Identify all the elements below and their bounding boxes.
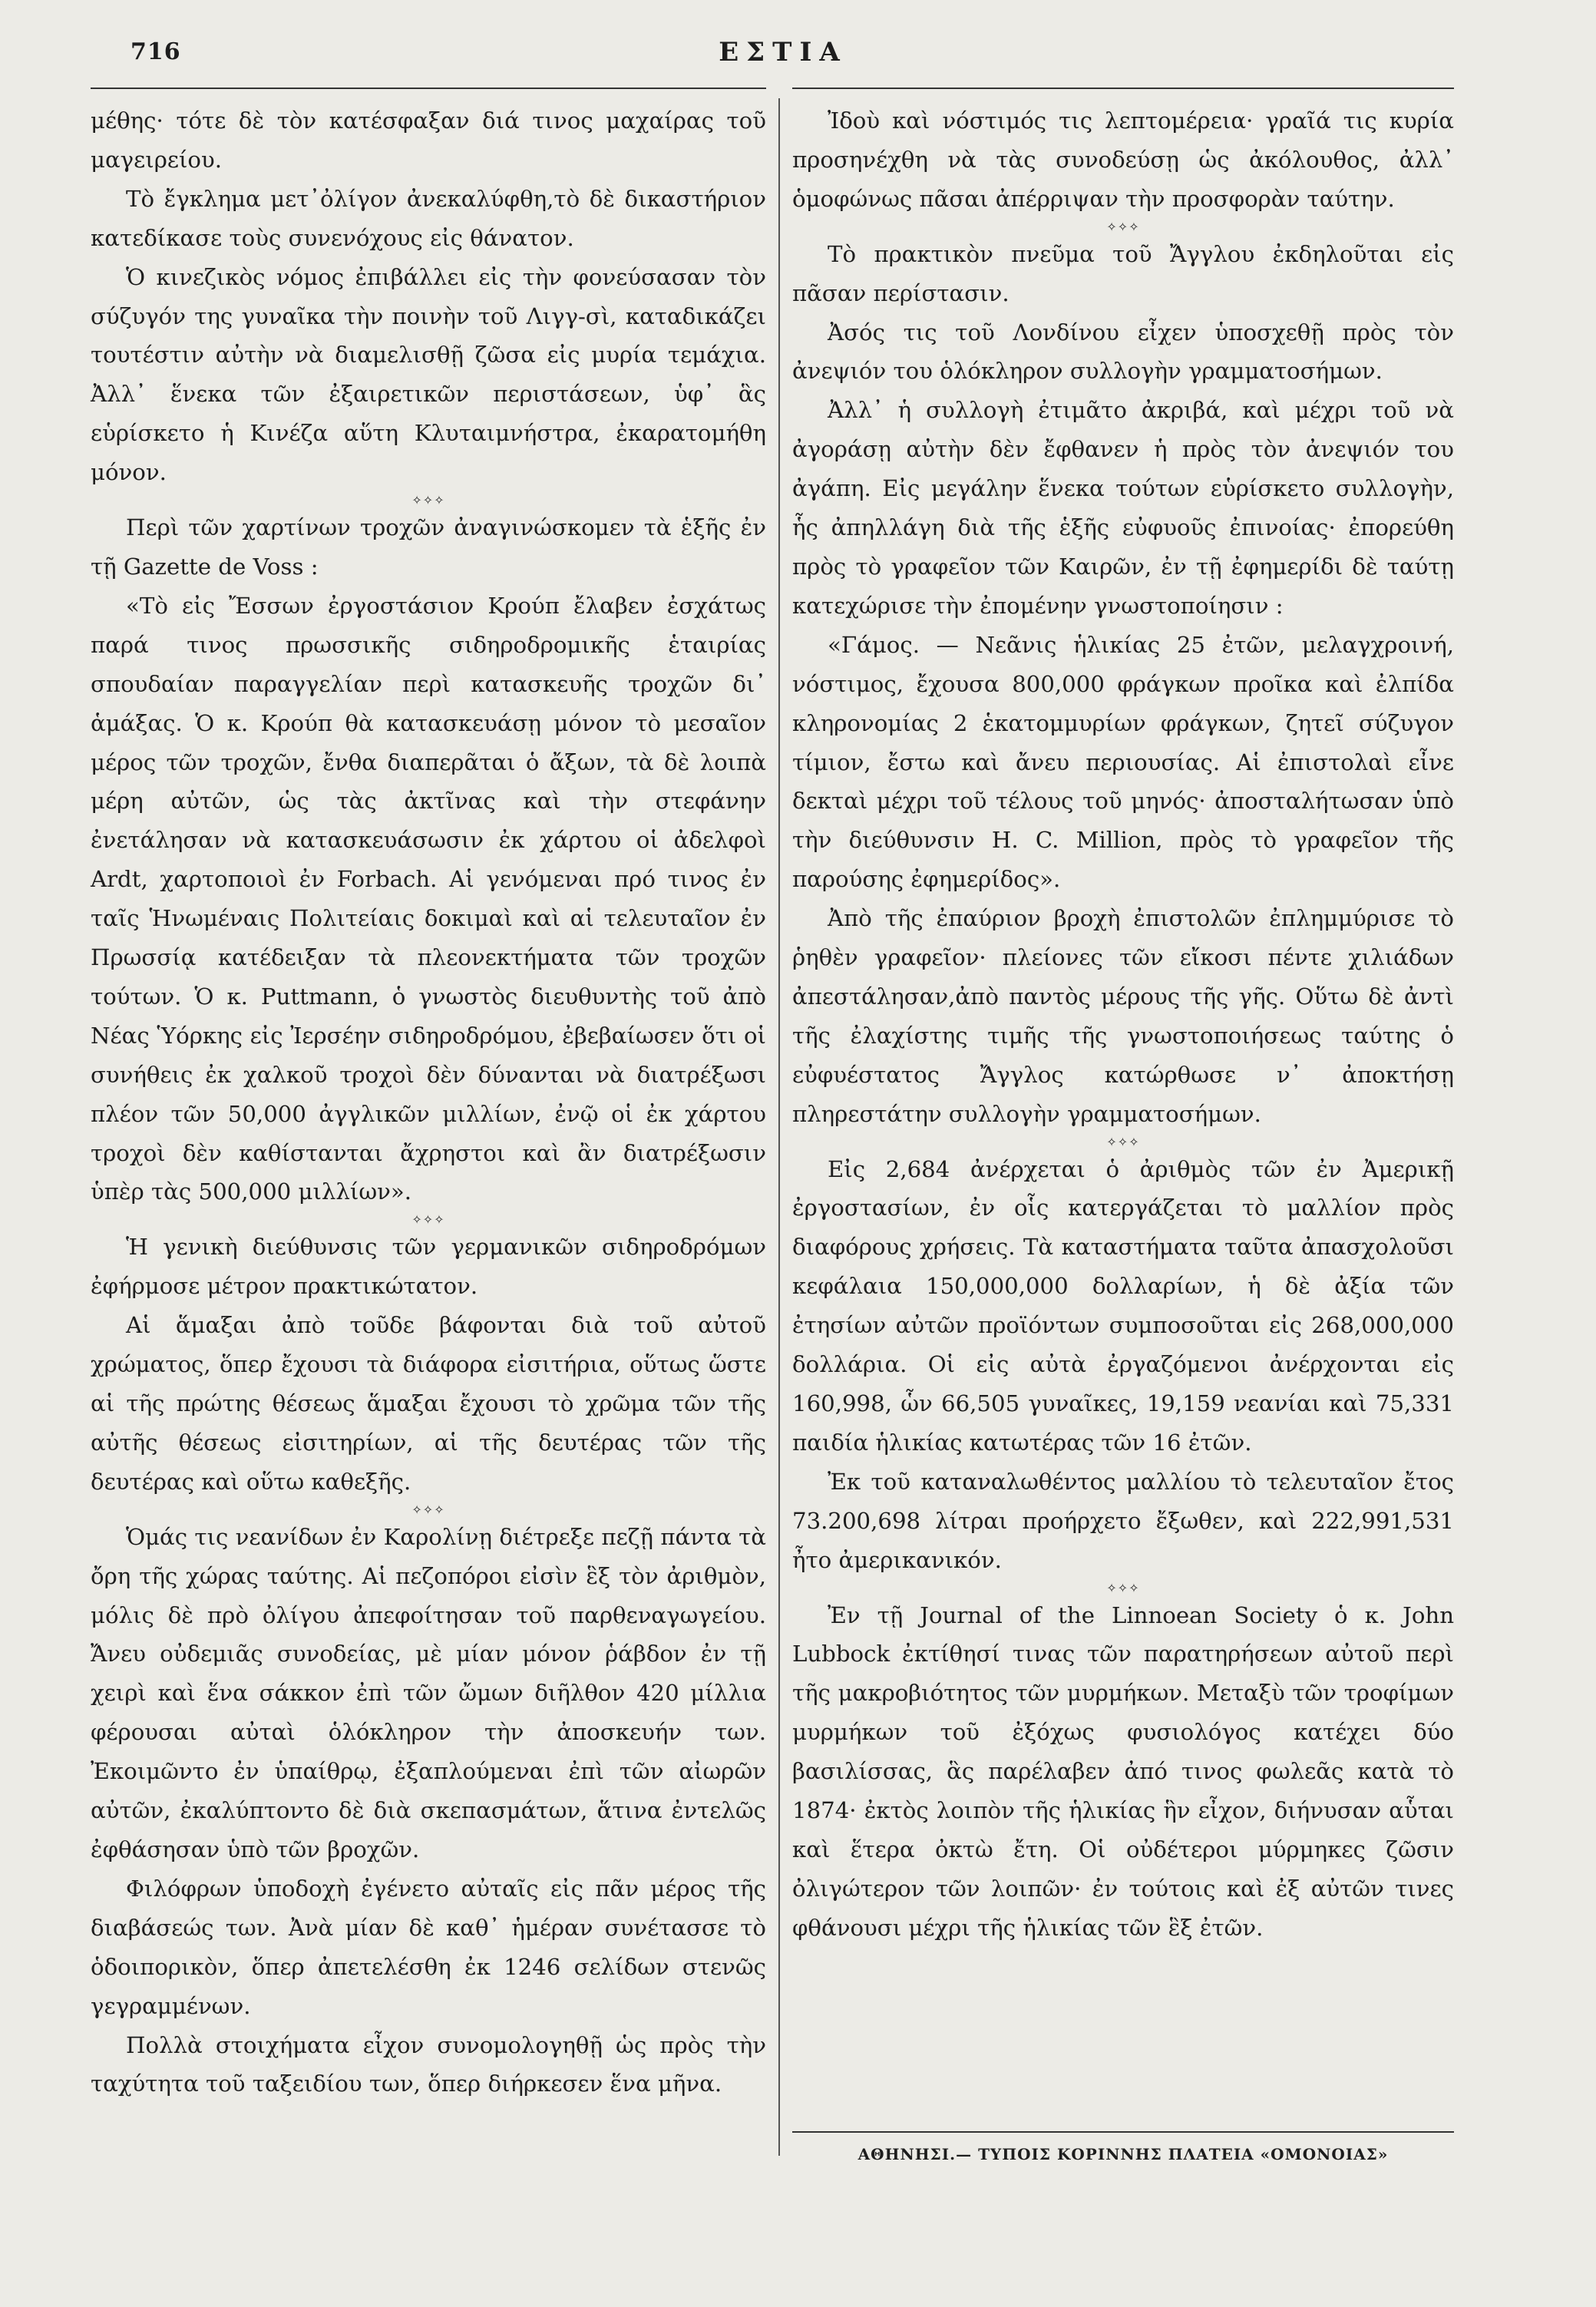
article-paragraph: «Γάμος. — Νεᾶνις ἡλικίας 25 ἐτῶν, μελαγχροινή, νόστιμος, ἔχουσα 800,000 φράγκων προῖκα καὶ ἐλπίδα κληρονομίας 2 ἑκατομμυρίων φράγκων, ζητεῖ σύζυγον τίμιον, ἔστω καὶ ἄνευ περιουσίας. Αἱ ἐπιστολαὶ εἶνε δεκταὶ μέχρι τοῦ τέλους τοῦ μηνός· ἀποσταλήτωσαν ὑπὸ τὴν διεύθυνσιν H. C. Million, πρὸς τὸ γραφεῖον τῆς παρούσης ἐφημερίδος». [792,631,1454,893]
article-paragraph: Ὁ κινεζικὸς νόμος ἐπιβάλλει εἰς τὴν φονεύσασαν τὸν σύζυγόν της γυναῖκα τὴν ποινὴν τοῦ Λιγγ-σὶ, καταδικάζει τουτέστιν αὐτὴν νὰ διαμελισθῇ ζῶσα εἰς μυρία τεμάχια. Ἀλλ᾽ ἕνεκα τῶν ἐξαιρετικῶν περιστάσεων, ὑφ᾽ ἃς εὑρίσκετο ἡ Κινέζα αὕτη Κλυταιμνήστρα, ἐκαρατομήθη μόνον. [91,263,766,486]
article-paragraph: Φιλόφρων ὑποδοχὴ ἐγένετο αὐταῖς εἰς πᾶν μέρος τῆς διαβάσεώς των. Ἀνὰ μίαν δὲ καθ᾽ ἡμέραν συνέτασσε τὸ ὁδοιπορικὸν, ὅπερ ἀπετελέσθη ἐκ 1246 σελίδων στενῶς γεγραμμένων. [91,1875,766,2019]
article-paragraph: Εἰς 2,684 ἀνέρχεται ὁ ἀριθμὸς τῶν ἐν Ἀμερικῇ ἐργοστασίων, ἐν οἷς κατεργάζεται τὸ μαλλίον πρὸς διαφόρους χρήσεις. Τὰ καταστήματα ταῦτα ἀπασχολοῦσι κεφάλαια 150,000,000 δολλαρίων, ἡ δὲ ἀξία τῶν ἐτησίων αὐτῶν προϊόντων συμποσοῦται εἰς 268,000,000 δολλάρια. Οἱ εἰς αὐτὰ ἐργαζόμενοι ἀνέρχονται εἰς 160,998, ὧν 66,505 γυναῖκες, 19,159 νεανίαι καὶ 75,331 παιδία ἡλικίας κατωτέρας τῶν 16 ἐτῶν. [792,1155,1454,1456]
journal-title: ΕΣΤΙΑ [719,37,848,68]
article-paragraph: «Τὸ εἰς Ἔσσων ἐργοστάσιον Κρούπ ἔλαβεν ἐσχάτως παρά τινος πρωσσικῆς σιδηροδρομικῆς ἑταιρίας σπουδαίαν παραγγελίαν περὶ κατασκευῆς τροχῶν δι᾽ ἁμάξας. Ὁ κ. Κρούπ θὰ κατασκευάσῃ μόνον τὸ μεσαῖον μέρος τῶν τροχῶν, ἔνθα διαπερᾶται ὁ ἄξων, τὰ δὲ λοιπὰ μέρη αὐτῶν, ὡς τὰς ἀκτῖνας καὶ τὴν στεφάνην ἐνετάλησαν νὰ κατασκευάσωσιν ἐκ χάρτου οἱ ἀδελφοὶ Ardt, χαρτοποιοὶ ἐν Forbach. Αἱ γενόμεναι πρό τινος ἐν ταῖς Ἡνωμέναις Πολιτείαις δοκιμαὶ καὶ αἱ τελευταῖον ἐν Πρωσσίᾳ κατέδειξαν τὰ πλεονεκτήματα τῶν τροχῶν τούτων. Ὁ κ. Puttmann, ὁ γνωστὸς διευθυντὴς τοῦ ἀπὸ Νέας Ὑόρκης εἰς Ἰερσέην σιδηροδρόμου, ἐβεβαίωσεν ὅτι οἱ συνήθεις ἐκ χαλκοῦ τροχοὶ δὲν δύνανται νὰ διατρέξωσι πλέον τῶν 50,000 ἀγγλικῶν μιλλίων, ἐνῷ οἱ ἐκ χάρτου τροχοὶ δὲν καθίστανται ἄχρηστοι καὶ ἂν διατρέξωσιν ὑπὲρ τὰς 500,000 μιλλίων». [91,592,766,1205]
section-ornament: ✧✧✧ [411,1502,445,1517]
footer-rule [792,2131,1454,2133]
printer-imprint: ΑΘΗΝΗΣΙ.— ΤΥΠΟΙΣ ΚΟΡΙΝΝΗΣ ΠΛΑΤΕΙΑ «ΟΜΟΝΟΙΑΣ» [857,2145,1389,2163]
header-rule-right [792,88,1454,89]
article-paragraph: Ἀπὸ τῆς ἐπαύριον βροχὴ ἐπιστολῶν ἐπλημμύρισε τὸ ῥηθὲν γραφεῖον· πλείονες τῶν εἴκοσι πέντε χιλιάδων ἀπεστάλησαν,ἀπὸ παντὸς μέρους τῆς γῆς. Οὕτω δὲ ἀντὶ τῆς ἐλαχίστης τιμῆς τῆς γνωστοποιήσεως ταύτης ὁ εὐφυέστατος Ἄγγλος κατώρθωσε ν᾽ ἀποκτήσῃ πληρεστάτην συλλογὴν γραμματοσήμων. [792,905,1454,1127]
right-column [792,101,1454,1948]
section-ornament: ✧✧✧ [1106,1134,1140,1149]
page-header [131,34,1436,80]
section-ornament: ✧✧✧ [411,1212,445,1228]
article-paragraph: Ἐκ τοῦ καταναλωθέντος μαλλίου τὸ τελευταῖον ἔτος 73.200,698 λίτραι προήρχετο ἔξωθεν, καὶ 222,991,531 ἦτο ἀμερικανικόν. [792,1468,1454,1573]
article-paragraph: Ἡ γενικὴ διεύθυνσις τῶν γερμανικῶν σιδηροδρόμων ἐφήρμοσε μέτρον πρακτικώτατον. [91,1234,766,1300]
article-paragraph: Τὸ ἔγκλημα μετ᾽ὀλίγον ἀνεκαλύφθη,τὸ δὲ δικαστήριον κατεδίκασε τοὺς συνενόχους εἰς θάνατον. [91,185,766,251]
section-ornament: ✧✧✧ [411,493,445,508]
header-rule-left [91,88,766,89]
article-paragraph: Ἰδοὺ καὶ νόστιμός τις λεπτομέρεια· γραῖά τις κυρία προσηνέχθη νὰ τὰς συνοδεύσῃ ὡς ἀκόλουθος, ἀλλ᾽ ὁμοφώνως πᾶσαι ἀπέρριψαν τὴν προσφορὰν ταύτην. [792,107,1454,212]
article-paragraph: Ὁμάς τις νεανίδων ἐν Καρολίνῃ διέτρεξε πεζῇ πάντα τὰ ὄρη τῆς χώρας ταύτης. Αἱ πεζοπόροι εἰσὶν ἓξ τὸν ἀριθμὸν, μόλις δὲ πρὸ ὀλίγου ἀπεφοίτησαν τοῦ παρθεναγωγείου. Ἄνευ οὐδεμιᾶς συνοδείας, μὲ μίαν μόνον ῥάβδον ἐν τῇ χειρὶ καὶ ἕνα σάκκον ἐπὶ τῶν ὤμων διῆλθον 420 μίλλια φέρουσαι αὐταὶ ὁλόκληρον τὴν ἀποσκευήν των. Ἐκοιμῶντο ἐν ὑπαίθρῳ, ἐξαπλούμεναι ἐπὶ τῶν αἰωρῶν αὐτῶν, ἐκαλύπτοντο δὲ διὰ σκεπασμάτων, ἅτινα ἐντελῶς ἐφθάσησαν ὑπὸ τῶν βροχῶν. [91,1523,766,1862]
article-paragraph: Ἀλλ᾽ ἡ συλλογὴ ἐτιμᾶτο ἀκριβά, καὶ μέχρι τοῦ νὰ ἀγοράσῃ αὐτὴν δὲν ἔφθανεν ἡ πρὸς τὸν ἀνεψιόν του ἀγάπη. Εἰς μεγάλην ἕνεκα τούτων εὑρίσκετο συλλογὴν, ἧς ἀπηλλάγη διὰ τῆς ἑξῆς εὐφυοῦς ἐπινοίας· ἐπορεύθη πρὸς τὸ γραφεῖον τῶν Καιρῶν, ἐν τῇ ἐφημερίδι δὲ ταύτῃ κατεχώρισε τὴν ἐπομένην γνωστοποίησιν : [792,397,1454,619]
section-ornament: ✧✧✧ [1106,219,1140,234]
page-number: 716 [131,38,181,65]
left-column [91,101,766,2104]
article-paragraph: Περὶ τῶν χαρτίνων τροχῶν ἀναγινώσκομεν τὰ ἑξῆς ἐν τῇ Gazette de Voss : [91,514,766,580]
article-paragraph: Ἐν τῇ Journal of the Linnoean Society ὁ κ. John Lubbock ἐκτίθησί τινας τῶν παρατηρήσεων αὐτοῦ περὶ τῆς μακροβιότητος τῶν μυρμήκων. Μεταξὺ τῶν τροφίμων μυρμήκων τοῦ ἐξόχως φυσιολόγος κατέχει δύο βασιλίσσας, ἃς παρέλαβεν ἀπό τινος φωλεᾶς κατὰ τὸ 1874· ἐκτὸς λοιπὸν τῆς ἡλικίας ἣν εἶχον, διήνυσαν αὗται καὶ ἕτερα ὀκτὼ ἔτη. Οἱ οὐδέτεροι μύρμηκες ζῶσιν ὀλιγώτερον τῶν λοιπῶν· ἐν τούτοις καὶ ἐξ αὐτῶν τινες φθάνουσι μέχρι τῆς ἡλικίας τῶν ἓξ ἐτῶν. [792,1601,1454,1941]
section-ornament: ✧✧✧ [1106,1580,1140,1595]
column-divider [778,98,780,2156]
article-paragraph: Τὸ πρακτικὸν πνεῦμα τοῦ Ἄγγλου ἐκδηλοῦται εἰς πᾶσαν περίστασιν. [792,240,1454,306]
article-paragraph: Ἀσός τις τοῦ Λονδίνου εἶχεν ὑποσχεθῇ πρὸς τὸν ἀνεψιόν του ὁλόκληρον συλλογὴν γραμματοσήμων. [792,319,1454,385]
article-paragraph: μέθης· τότε δὲ τὸν κατέσφαξαν διά τινος μαχαίρας τοῦ μαγειρείου. [91,107,766,173]
article-paragraph: Αἱ ἅμαξαι ἀπὸ τοῦδε βάφονται διὰ τοῦ αὐτοῦ χρώματος, ὅπερ ἔχουσι τὰ διάφορα εἰσιτήρια, οὕτως ὥστε αἱ τῆς πρώτης θέσεως ἅμαξαι ἔχουσι τὸ χρῶμα τῶν τῆς αὐτῆς θέσεως εἰσιτηρίων, αἱ τῆς δευτέρας τῶν τῆς δευτέρας καὶ οὕτω καθεξῆς. [91,1312,766,1495]
article-paragraph: Πολλὰ στοιχήματα εἶχον συνομολογηθῇ ὡς πρὸς τὴν ταχύτητα τοῦ ταξειδίου των, ὅπερ διήρκεσεν ἕνα μῆνα. [91,2031,766,2097]
